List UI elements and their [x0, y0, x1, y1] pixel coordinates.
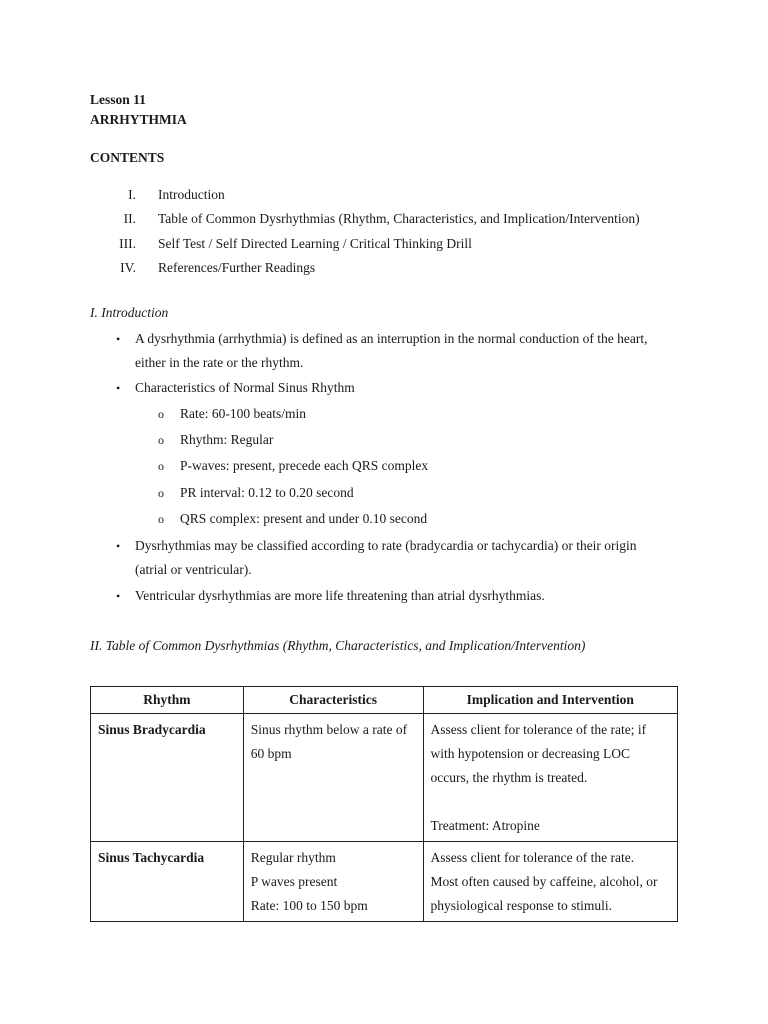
contents-item-number: III. [119, 236, 136, 251]
contents-item-number: I. [128, 187, 136, 202]
sub-bullet-icon: o [158, 433, 164, 447]
cell-line: occurs, the rhythm is treated. [430, 770, 588, 785]
sub-bullet-icon: o [158, 459, 164, 473]
lesson-number: Lesson 11 [90, 92, 146, 107]
cell-line: Rate: 100 to 150 bpm [250, 898, 368, 913]
contents-heading: CONTENTS [90, 150, 165, 165]
intro-paragraph-line: Ventricular dysrhythmias are more life threatening than atrial dysrhythmias. [135, 588, 545, 603]
intro-paragraph-line: either in the rate or the rhythm. [135, 355, 304, 370]
column-header-characteristics: Characteristics [243, 687, 423, 714]
list-item: P-waves: present, precede each QRS complex [180, 458, 429, 473]
implication-cell [423, 842, 677, 922]
cell-line: physiological response to stimuli. [430, 898, 613, 913]
cell-line [431, 790, 670, 814]
cell-line: 60 bpm [250, 746, 292, 761]
cell-line: Sinus rhythm below a rate of [250, 722, 408, 737]
document-title: ARRHYTHMIA [90, 112, 187, 127]
intro-paragraph-line: Characteristics of Normal Sinus Rhythm [135, 380, 355, 395]
contents-item-number: II. [123, 211, 136, 226]
intro-paragraph-line: A dysrhythmia (arrhythmia) is defined as an interruption in the normal conduction of the heart, [135, 331, 648, 346]
section-heading-table: II. Table of Common Dysrhythmias (Rhythm, Characteristics, and Implication/Intervention) [90, 638, 586, 653]
list-item: Rate: 60-100 beats/min [180, 406, 306, 421]
intro-paragraph-line: Dysrhythmias may be classified according to rate (bradycardia or tachycardia) or their origin [135, 538, 637, 553]
cell-line: Most often caused by caffeine, alcohol, or [430, 874, 658, 889]
section-heading-introduction: I. Introduction [90, 305, 169, 320]
cell-line: with hypotension or decreasing LOC [430, 746, 630, 761]
implication-cell [423, 714, 677, 842]
cell-line: Regular rhythm [250, 850, 336, 865]
contents-item-text: Table of Common Dysrhythmias (Rhythm, Characteristics, and Implication/Intervention) [158, 211, 640, 226]
contents-item-text: Introduction [158, 187, 225, 202]
bullet-icon: • [116, 589, 121, 603]
column-header-implication: Implication and Intervention [423, 687, 677, 714]
dysrhythmia-table [90, 686, 678, 922]
characteristics-cell [243, 714, 423, 842]
bullet-icon: • [116, 539, 121, 553]
contents-item-text: References/Further Readings [158, 260, 316, 275]
list-item: PR interval: 0.12 to 0.20 second [180, 485, 354, 500]
characteristics-cell [243, 842, 423, 922]
bullet-icon: • [116, 332, 121, 346]
table-header-row [91, 687, 678, 714]
contents-item-text: Self Test / Self Directed Learning / Critical Thinking Drill [158, 236, 472, 251]
list-item: QRS complex: present and under 0.10 second [180, 511, 428, 526]
cell-line: Treatment: Atropine [430, 818, 540, 833]
cell-line: Assess client for tolerance of the rate. [430, 850, 635, 865]
sub-bullet-icon: o [158, 407, 164, 421]
contents-item-number: IV. [120, 260, 136, 275]
cell-line: Assess client for tolerance of the rate; if [430, 722, 647, 737]
rhythm-cell: Sinus Bradycardia [91, 714, 244, 842]
sub-bullet-icon: o [158, 486, 164, 500]
bullet-icon: • [116, 381, 121, 395]
sub-bullet-icon: o [158, 512, 164, 526]
cell-line: P waves present [250, 874, 338, 889]
list-item: Rhythm: Regular [180, 432, 274, 447]
column-header-rhythm: Rhythm [91, 687, 244, 714]
table-row [91, 842, 678, 922]
intro-paragraph-line: (atrial or ventricular). [135, 562, 252, 577]
table-row [91, 714, 678, 842]
rhythm-cell: Sinus Tachycardia [91, 842, 244, 922]
